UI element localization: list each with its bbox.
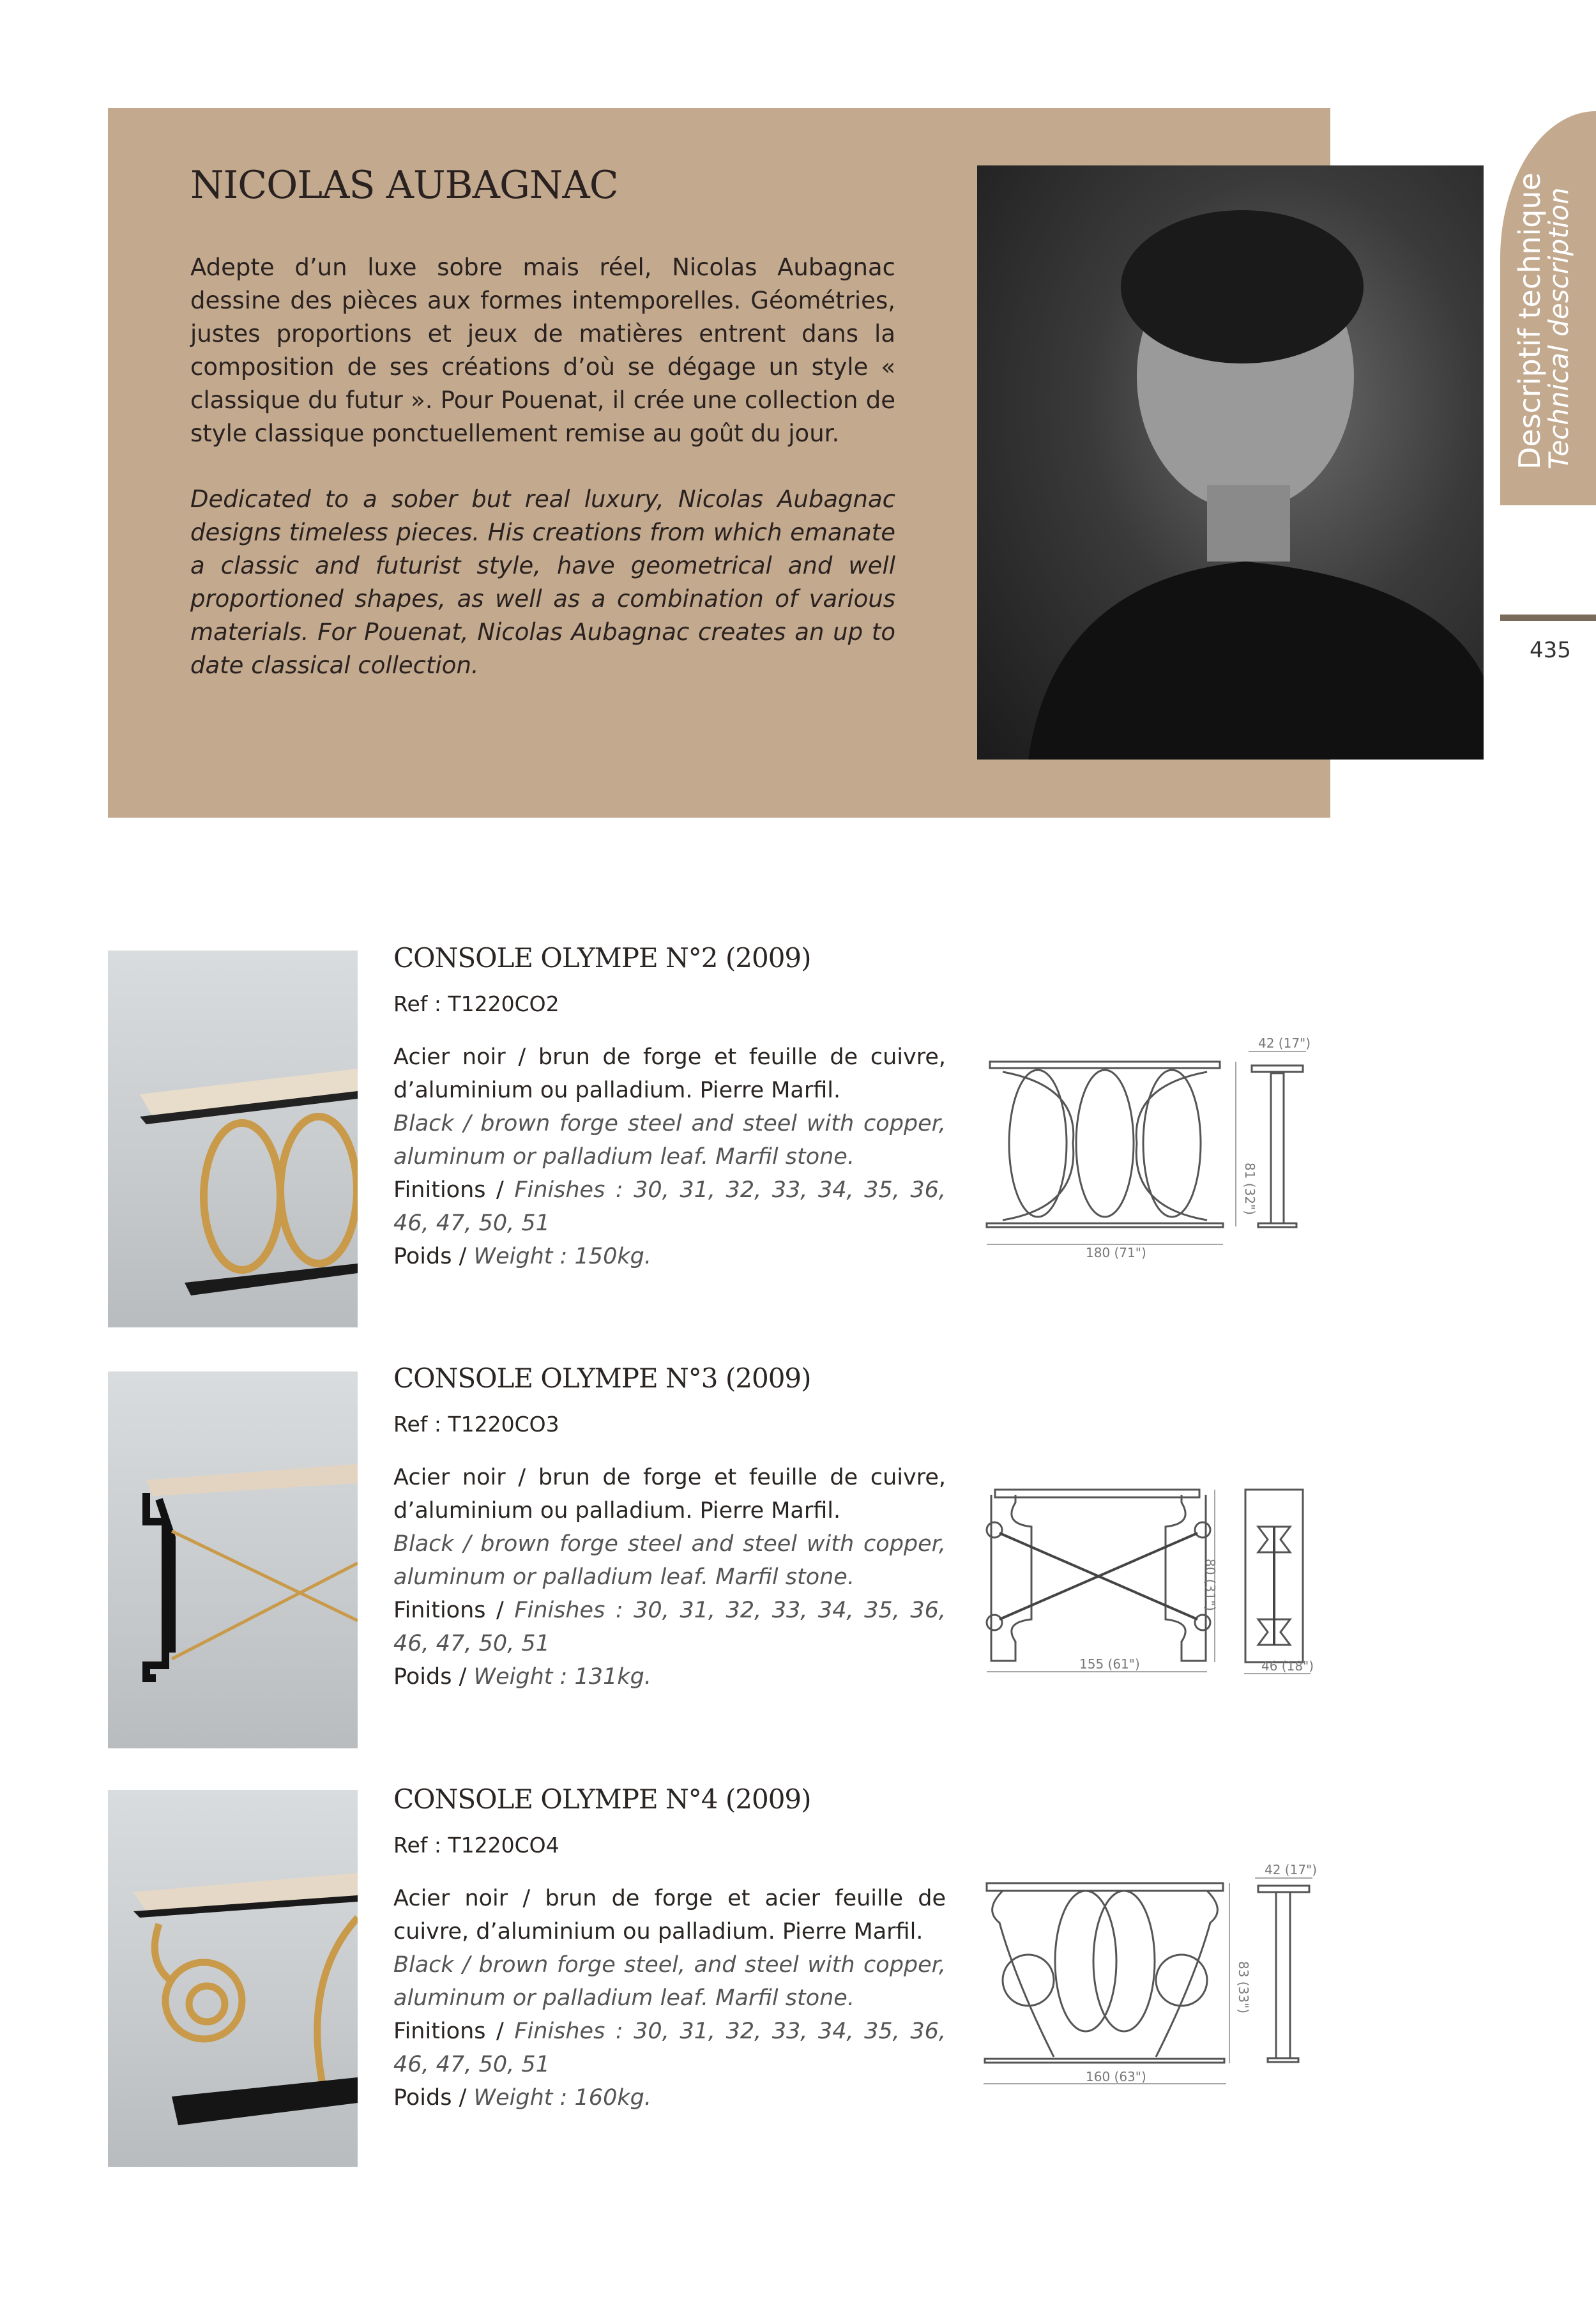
- weight-value: Weight : 131kg.: [473, 1664, 651, 1690]
- product-photo-olympe-4: [108, 1790, 358, 2167]
- section-tab-label: [1512, 172, 1574, 470]
- product-title: CONSOLE OLYMPE N°3 (2009): [393, 1363, 811, 1394]
- finishes-list: Finishes : 30, 31, 32, 33, 34, 35, 36, 46, 47, 50, 51: [393, 1177, 946, 1236]
- designer-name: NICOLAS AUBAGNAC: [190, 163, 618, 208]
- dim-width: 155 (61"): [1079, 1656, 1140, 1672]
- weight-label: Poids /: [393, 1664, 474, 1690]
- product-ref: Ref : T1220CO4: [393, 1833, 559, 1858]
- product-desc-fr: Acier noir / brun de forge et feuille de cuivre, d’aluminium ou palladium. Pierre Marfil.: [393, 1465, 946, 1524]
- page-number: 435: [1530, 638, 1571, 663]
- dim-width: 160 (63"): [1086, 2069, 1146, 2084]
- dim-depth: 42 (17"): [1258, 1035, 1311, 1051]
- bio-text-en: Dedicated to a sober but real luxury, Nicolas Aubagnac designs timeless pieces. His creations from which emanate a classic and futurist style, have geometrical and well proportioned shapes, as well as a combination of various materials. For Pouenat, Nicolas Aubagnac creates an up to date classical collection.: [190, 485, 895, 679]
- bio-text-fr: Adepte d’un luxe sobre mais réel, Nicolas Aubagnac dessine des pièces aux formes intemporelles. Géométries, justes proportions et jeux de matières entrent dans la composition de ses créations d’où se dégage un style « classique du futur ». Pour Pouenat, il crée une collection de style classique ponctuellement remise au goût du jour.: [190, 254, 895, 447]
- product-desc-en: Black / brown forge steel and steel with copper, aluminum or palladium leaf. Marfil stone.: [393, 1531, 946, 1590]
- product-ref: Ref : T1220CO3: [393, 1412, 559, 1437]
- technical-drawing-olympe-4: [977, 1852, 1488, 2108]
- product-info-olympe-2: [393, 942, 946, 1273]
- weight-label: Poids /: [393, 1244, 474, 1269]
- product-info-olympe-3: [393, 1363, 946, 1693]
- product-ref: Ref : T1220CO2: [393, 991, 559, 1016]
- dim-height: 80 (31"): [1203, 1559, 1218, 1612]
- technical-drawing-olympe-3: [977, 1456, 1488, 1712]
- product-desc-fr: Acier noir / brun de forge et acier feuille de cuivre, d’aluminium ou palladium. Pierre Marfil.: [393, 1886, 946, 1944]
- dim-depth: 46 (18"): [1261, 1658, 1314, 1674]
- finishes-list: Finishes : 30, 31, 32, 33, 34, 35, 36, 46, 47, 50, 51: [393, 2019, 946, 2077]
- product-desc-fr: Acier noir / brun de forge et feuille de cuivre, d’aluminium ou palladium. Pierre Marfil.: [393, 1044, 946, 1103]
- technical-drawing-olympe-2: [977, 1016, 1488, 1271]
- finishes-list: Finishes : 30, 31, 32, 33, 34, 35, 36, 46, 47, 50, 51: [393, 1598, 946, 1656]
- dim-depth: 42 (17"): [1265, 1862, 1318, 1877]
- dim-height: 83 (33"): [1236, 1961, 1251, 2014]
- product-desc-en: Black / brown forge steel, and steel with copper, aluminum or palladium leaf. Marfil stone.: [393, 1952, 946, 2011]
- finishes-label: Finitions /: [393, 1177, 515, 1203]
- weight-value: Weight : 160kg.: [473, 2085, 651, 2111]
- section-title-en: Technical description: [1543, 187, 1574, 470]
- weight-value: Weight : 150kg.: [473, 1244, 651, 1269]
- product-title: CONSOLE OLYMPE N°2 (2009): [393, 942, 811, 974]
- dim-width: 180 (71"): [1086, 1245, 1146, 1260]
- dim-height: 81 (32"): [1242, 1163, 1258, 1216]
- divider: [1500, 615, 1596, 621]
- finishes-label: Finitions /: [393, 2019, 515, 2044]
- weight-label: Poids /: [393, 2085, 474, 2111]
- section-title-fr: Descriptif technique: [1512, 172, 1547, 470]
- product-photo-olympe-2: [108, 951, 358, 1327]
- product-info-olympe-4: [393, 1784, 946, 2114]
- product-title: CONSOLE OLYMPE N°4 (2009): [393, 1784, 811, 1815]
- finishes-label: Finitions /: [393, 1598, 515, 1623]
- product-photo-olympe-3: [108, 1371, 358, 1748]
- product-desc-en: Black / brown forge steel and steel with copper, aluminum or palladium leaf. Marfil stone.: [393, 1111, 946, 1170]
- designer-portrait: [977, 165, 1484, 760]
